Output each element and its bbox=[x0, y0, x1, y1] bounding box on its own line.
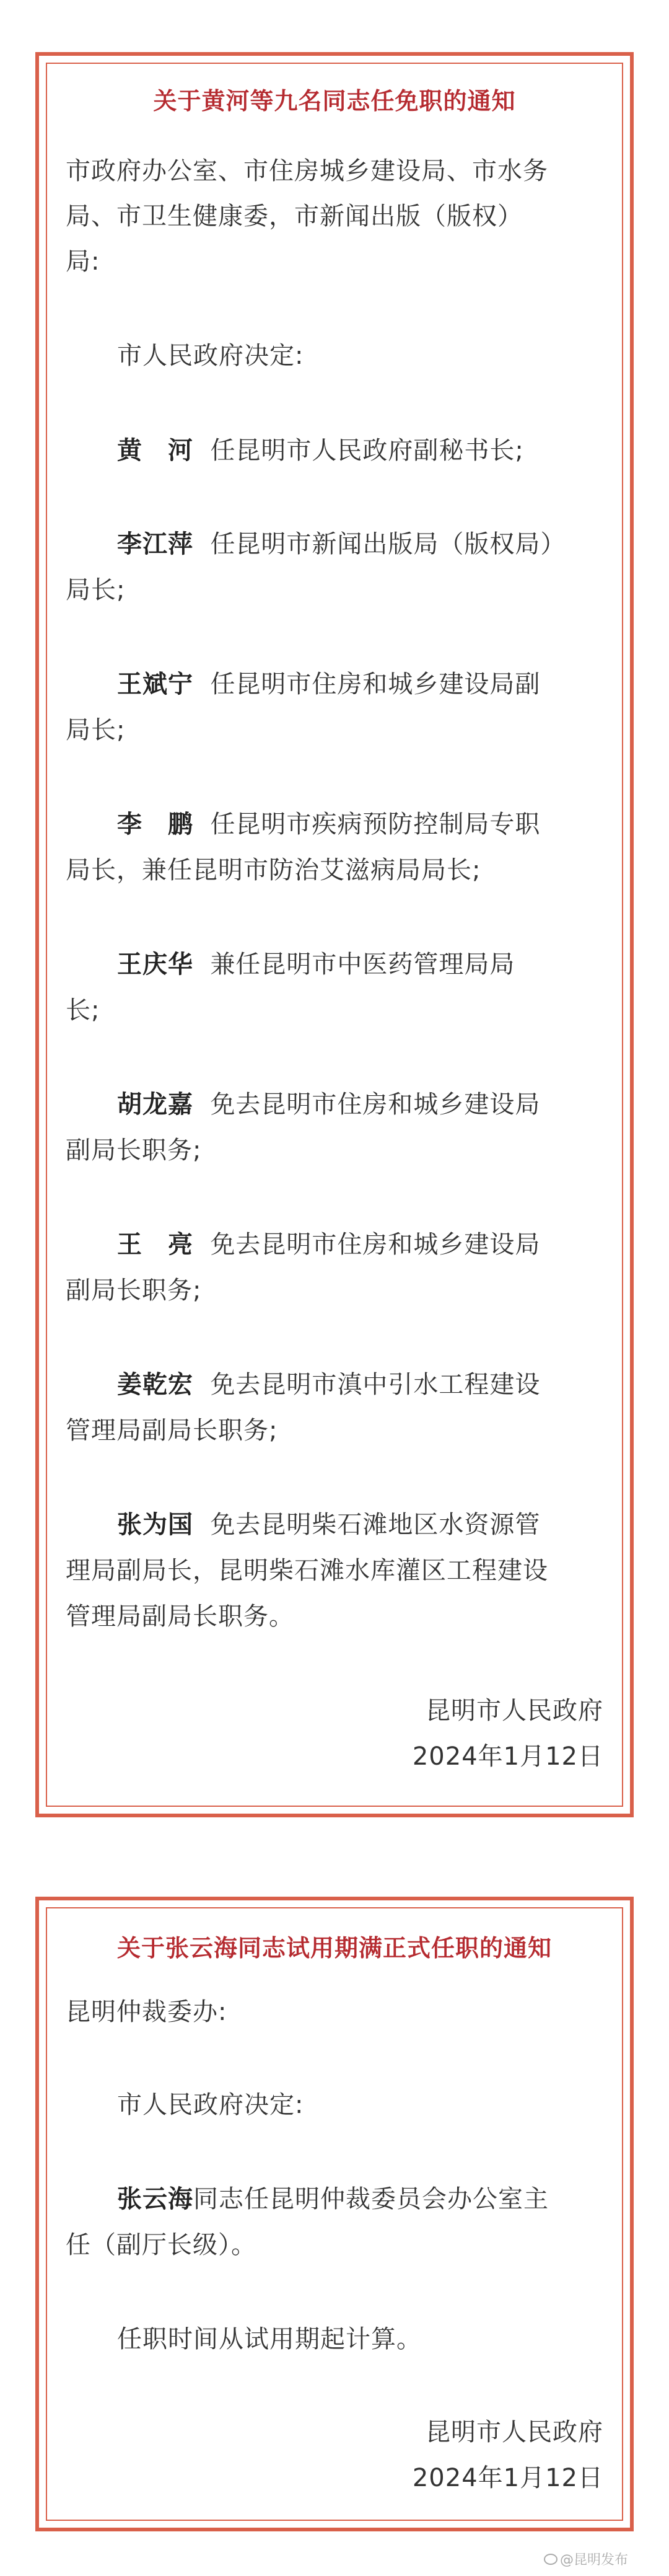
entry-continuation: 局长，兼任昆明市防治艾滋病局局长; bbox=[66, 856, 481, 884]
person-name: 张云海 bbox=[117, 2185, 193, 2213]
entry-text: 免去昆明市住房和城乡建设局 bbox=[210, 1090, 541, 1119]
recipient-line: 昆明仲裁委办: bbox=[66, 1998, 227, 2026]
date: 2024年1月12日 bbox=[412, 2464, 603, 2492]
appointment-entry bbox=[117, 1370, 540, 1400]
notice-card-1 bbox=[35, 52, 634, 1817]
decision-text: 市人民政府决定: bbox=[117, 342, 304, 370]
appointment-entry bbox=[117, 2184, 549, 2214]
entry-text: 兼任昆明市中医药管理局局 bbox=[210, 950, 515, 979]
entry-text: 免去昆明柴石滩地区水资源管 bbox=[210, 1511, 541, 1539]
entry-continuation: 长; bbox=[66, 996, 100, 1025]
entry-text: 任昆明市疾病预防控制局专职 bbox=[210, 810, 541, 839]
entry-text: 任昆明市住房和城乡建设局副 bbox=[210, 670, 541, 699]
appointment-entry bbox=[117, 809, 540, 839]
note-text: 任职时间从试用期起计算。 bbox=[117, 2325, 422, 2353]
person-name: 王 亮 bbox=[117, 1230, 193, 1259]
entry-text: 免去昆明市滇中引水工程建设 bbox=[210, 1370, 541, 1399]
person-name: 王斌宁 bbox=[117, 670, 193, 699]
watermark-text: @昆明发布 bbox=[560, 2552, 629, 2568]
entry-continuation: 局长; bbox=[66, 576, 126, 604]
recipients-line: 局: bbox=[66, 247, 100, 276]
appointment-entry bbox=[117, 1510, 540, 1540]
person-name: 李江萍 bbox=[117, 530, 193, 558]
appointment-entry bbox=[117, 1230, 540, 1259]
appointment-entry bbox=[117, 950, 515, 979]
notice-inner-border bbox=[46, 63, 623, 1807]
entry-continuation: 管理局副局长职务; bbox=[66, 1416, 278, 1445]
person-name: 李 鹏 bbox=[117, 810, 193, 839]
signature: 昆明市人民政府 bbox=[426, 1696, 603, 1725]
entry-continuation: 理局副局长，昆明柴石滩水库灌区工程建设 bbox=[66, 1556, 548, 1585]
watermark bbox=[544, 2549, 628, 2569]
person-name: 姜乾宏 bbox=[117, 1370, 193, 1399]
person-name: 王庆华 bbox=[117, 950, 193, 979]
entry-text: 同志任昆明仲裁委员会办公室主 bbox=[193, 2185, 549, 2213]
appointment-entry bbox=[117, 1090, 540, 1119]
entry-continuation: 管理局副局长职务。 bbox=[66, 1602, 294, 1631]
notice-title: 关于黄河等九名同志任免职的通知 bbox=[153, 87, 516, 115]
person-name: 黄 河 bbox=[117, 436, 193, 465]
entry-text: 任昆明市人民政府副秘书长; bbox=[210, 436, 524, 465]
entry-continuation: 副局长职务; bbox=[66, 1136, 202, 1165]
decision-text: 市人民政府决定: bbox=[117, 2091, 304, 2119]
entry-continuation: 局长; bbox=[66, 716, 126, 744]
weibo-icon bbox=[544, 2554, 558, 2565]
entry-text: 任昆明市新闻出版局（版权局） bbox=[210, 530, 566, 558]
entry-text: 免去昆明市住房和城乡建设局 bbox=[210, 1230, 541, 1259]
entry-continuation: 任（副厅长级）。 bbox=[66, 2231, 256, 2259]
appointment-entry bbox=[117, 669, 540, 699]
entry-continuation: 副局长职务; bbox=[66, 1276, 202, 1305]
recipients-line: 市政府办公室、市住房城乡建设局、市水务 bbox=[66, 157, 548, 185]
notice-title: 关于张云海同志试用期满正式任职的通知 bbox=[116, 1934, 552, 1962]
person-name: 胡龙嘉 bbox=[117, 1090, 193, 1119]
appointment-entry bbox=[117, 529, 566, 559]
appointment-entry bbox=[117, 436, 524, 465]
date: 2024年1月12日 bbox=[412, 1742, 603, 1771]
person-name: 张为国 bbox=[117, 1511, 193, 1539]
notice-card-2 bbox=[35, 1897, 634, 2531]
recipients-line: 局、市卫生健康委，市新闻出版（版权） bbox=[66, 202, 523, 231]
signature: 昆明市人民政府 bbox=[426, 2418, 603, 2446]
